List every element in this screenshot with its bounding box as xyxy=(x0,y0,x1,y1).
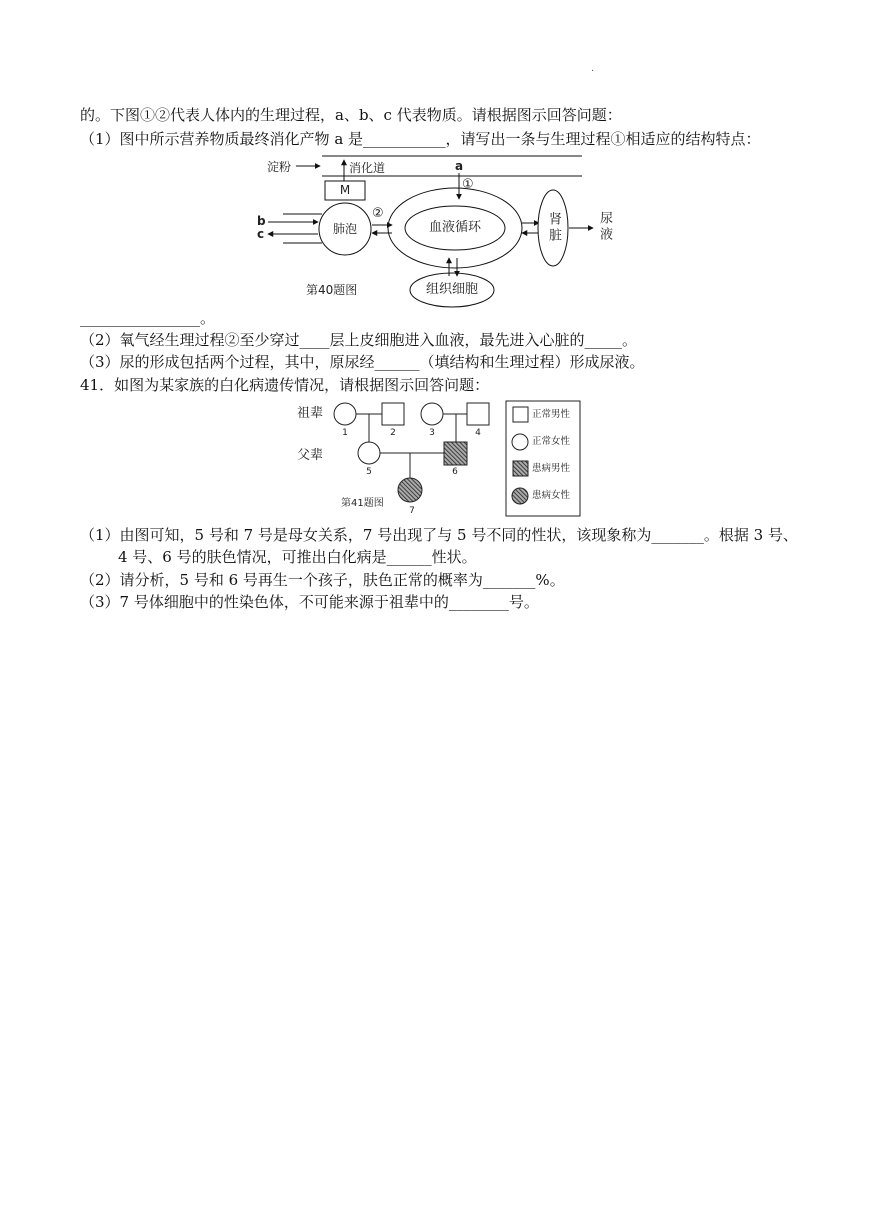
person-3-number: 3 xyxy=(429,428,435,438)
intro-text: 的。下图①②代表人体内的生理过程，a、b、c 代表物质。请根据图示回答问题： xyxy=(80,106,622,124)
person-6-symbol xyxy=(444,442,467,465)
process-1-label: ① xyxy=(462,177,474,192)
legend-normal-male-label: 正常男性 xyxy=(532,409,571,420)
legend-affected-male-symbol xyxy=(513,461,528,476)
person-7-symbol xyxy=(398,478,422,502)
q41-part2: （2）请分析，5 号和 6 号再生一个孩子，肤色正常的概率为_______%。 xyxy=(80,571,565,589)
figure-41 xyxy=(290,395,585,520)
blood-circulation-label: 血液循环 xyxy=(428,220,481,235)
urine-label: 尿液 xyxy=(597,211,612,243)
figure-40-caption: 第40题图 xyxy=(306,283,358,297)
legend-normal-female-label: 正常女性 xyxy=(532,436,571,447)
substance-m-label: M xyxy=(339,183,351,197)
digestive-tract-label: 消化道 xyxy=(349,161,386,175)
q41-part1-line1: （1）由图可知，5 号和 7 号是母女关系，7 号出现了与 5 号不同的性状，该现象称为_______。根据 3 号、 xyxy=(80,526,798,544)
person-5-number: 5 xyxy=(366,467,372,477)
q40-part1: （1）图中所示营养物质最终消化产物 a 是___________，请写出一条与生理过程①相适应的结构特点： xyxy=(80,130,761,148)
grandparents-label: 祖辈 xyxy=(297,406,324,421)
person-2-symbol xyxy=(382,403,404,425)
person-2-number: 2 xyxy=(390,428,396,438)
q40-part3: （3）尿的形成包括两个过程，其中，原尿经______（填结构和生理过程）形成尿液。 xyxy=(80,353,645,371)
person-5-symbol xyxy=(358,442,380,464)
legend-normal-female-symbol xyxy=(512,434,528,450)
figure-41-caption: 第41题图 xyxy=(341,498,384,509)
substance-b-label: b xyxy=(257,214,266,228)
alveolus-label: 肺泡 xyxy=(332,222,357,236)
person-3-symbol xyxy=(421,403,443,425)
legend-affected-male-label: 患病男性 xyxy=(532,463,571,474)
legend-affected-female-symbol xyxy=(512,488,528,504)
header-mark: . xyxy=(591,63,595,74)
tissue-cells-label: 组织细胞 xyxy=(425,282,478,297)
legend-affected-female-label: 患病女性 xyxy=(532,490,571,501)
substance-c-label: c xyxy=(257,227,265,241)
q40-part2: （2）氧气经生理过程②至少穿过____层上皮细胞进入血液，最先进入心脏的_____。 xyxy=(80,331,638,349)
figure-40 xyxy=(250,148,630,313)
person-7-number: 7 xyxy=(409,506,415,516)
q41-part3: （3）7 号体细胞中的性染色体，不可能来源于祖辈中的________号。 xyxy=(80,593,539,611)
process-2-label: ② xyxy=(372,206,384,221)
person-4-number: 4 xyxy=(475,428,481,438)
person-4-symbol xyxy=(467,403,489,425)
person-1-number: 1 xyxy=(342,428,348,438)
person-1-symbol xyxy=(334,403,356,425)
q40-part1-answer-line: ________________。 xyxy=(80,309,216,327)
substance-a-label: a xyxy=(455,159,464,173)
legend-normal-male-symbol xyxy=(513,407,528,422)
q41-stem: 41．如图为某家族的白化病遗传情况，请根据图示回答问题： xyxy=(80,376,490,394)
person-6-number: 6 xyxy=(452,467,458,477)
parents-label: 父辈 xyxy=(297,448,324,463)
starch-label: 淀粉 xyxy=(267,160,292,174)
kidney-label: 肾脏 xyxy=(546,212,561,244)
q41-part1-line2: 4 号、6 号的肤色情况，可推出白化病是______性状。 xyxy=(118,548,477,566)
